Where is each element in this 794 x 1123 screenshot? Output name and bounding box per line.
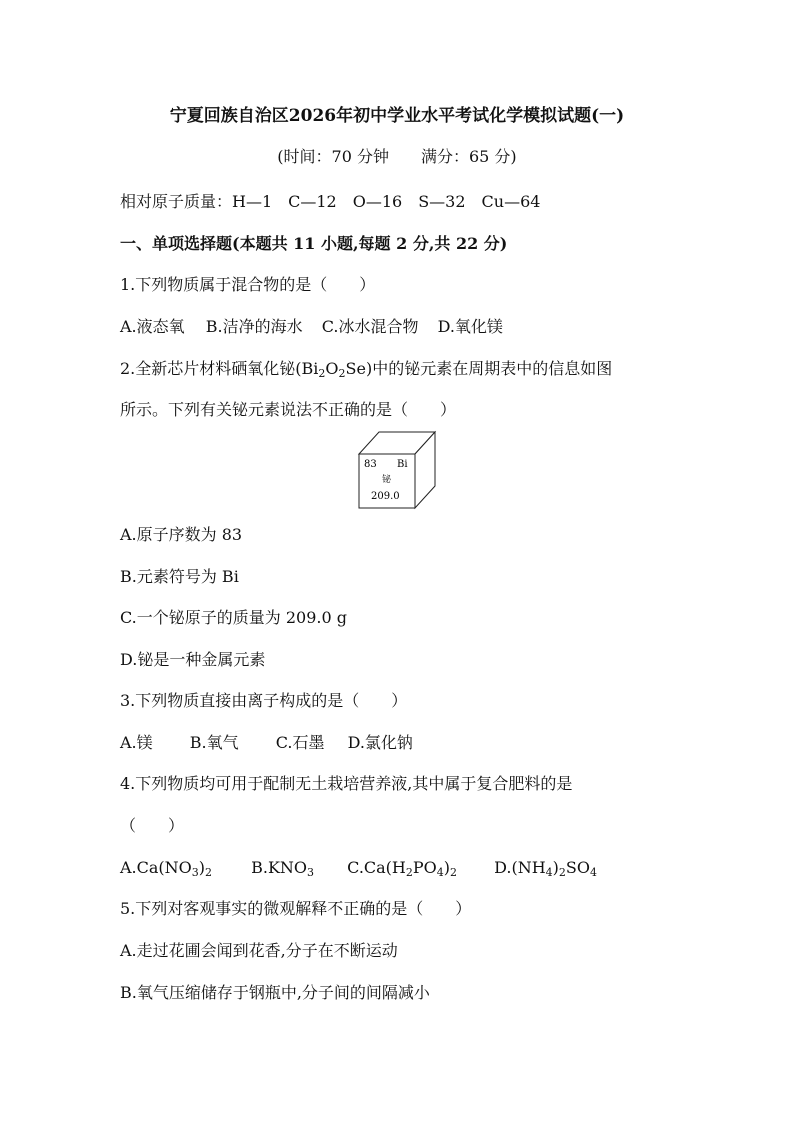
q1-option-d: D.氧化镁 [437, 317, 503, 336]
bismuth-element-cell [355, 430, 437, 510]
q4-option-b: $B.KNO_3$ [251, 858, 315, 879]
q5-option-a: A.走过花圃会闻到花香,分子在不断运动 [120, 941, 398, 960]
q5-option-b: B.氧气压缩储存于钢瓶中,分子间的间隔减小 [120, 983, 430, 1002]
question-2-stem-line2: 所示。下列有关铋元素说法不正确的是（ ） [120, 400, 457, 419]
exam-subtitle: (时间：70 分钟 满分：65 分) [277, 147, 517, 166]
q1-option-b: B.洁净的海水 [205, 317, 303, 336]
question-3-stem: 3.下列物质直接由离子构成的是（ ） [120, 691, 408, 710]
question-4-stem-line2: （ ） [120, 816, 185, 835]
element-atomic-number: 83 [364, 459, 377, 470]
q1-option-c: C.冰水混合物 [321, 317, 419, 336]
q1-option-a: A.液态氧 [120, 317, 185, 336]
q2-option-b: B.元素符号为 Bi [120, 567, 239, 586]
element-name: 铋 [382, 475, 392, 485]
question-3-options [120, 732, 413, 754]
q3-option-b: B.氧气 [189, 733, 239, 752]
question-4-options [120, 857, 597, 879]
relative-atomic-masses: 相对原子质量：H—1 C—12 O—16 S—32 Cu—64 [120, 192, 541, 211]
q2-option-c: C.一个铋原子的质量为 209.0 g [120, 608, 347, 627]
q3-option-a: A.镁 [120, 733, 153, 752]
question-1-options [120, 316, 503, 338]
question-4-stem: 4.下列物质均可用于配制无土栽培营养液,其中属于复合肥料的是 [120, 774, 573, 793]
element-atomic-mass: 209.0 [371, 491, 400, 502]
section-heading: 一、单项选择题(本题共 11 小题,每题 2 分,共 22 分) [120, 234, 508, 253]
q3-option-d: D.氯化钠 [347, 733, 413, 752]
q4-option-d: $D.(NH_4)_2SO_4$ [494, 858, 597, 879]
question-5-stem: 5.下列对客观事实的微观解释不正确的是（ ） [120, 899, 472, 918]
q3-option-c: C.石墨 [275, 733, 325, 752]
q4-option-c: $C.Ca(H_2PO_4)_2$ [347, 858, 458, 879]
q2-option-d: D.铋是一种金属元素 [120, 650, 266, 669]
element-symbol: Bi [397, 459, 408, 470]
q4-option-a: $A.Ca(NO_3)_2$ [120, 858, 213, 879]
question-1-stem: 1.下列物质属于混合物的是（ ） [120, 275, 376, 294]
q2-option-a: A.原子序数为 83 [120, 525, 243, 544]
question-2-stem: 2.全新芯片材料硒氧化铋$(Bi_2O_2Se)$中的铋元素在周期表中的信息如图 [120, 359, 613, 380]
exam-title: 宁夏回族自治区2026年初中学业水平考试化学模拟试题(一) [169, 106, 625, 126]
